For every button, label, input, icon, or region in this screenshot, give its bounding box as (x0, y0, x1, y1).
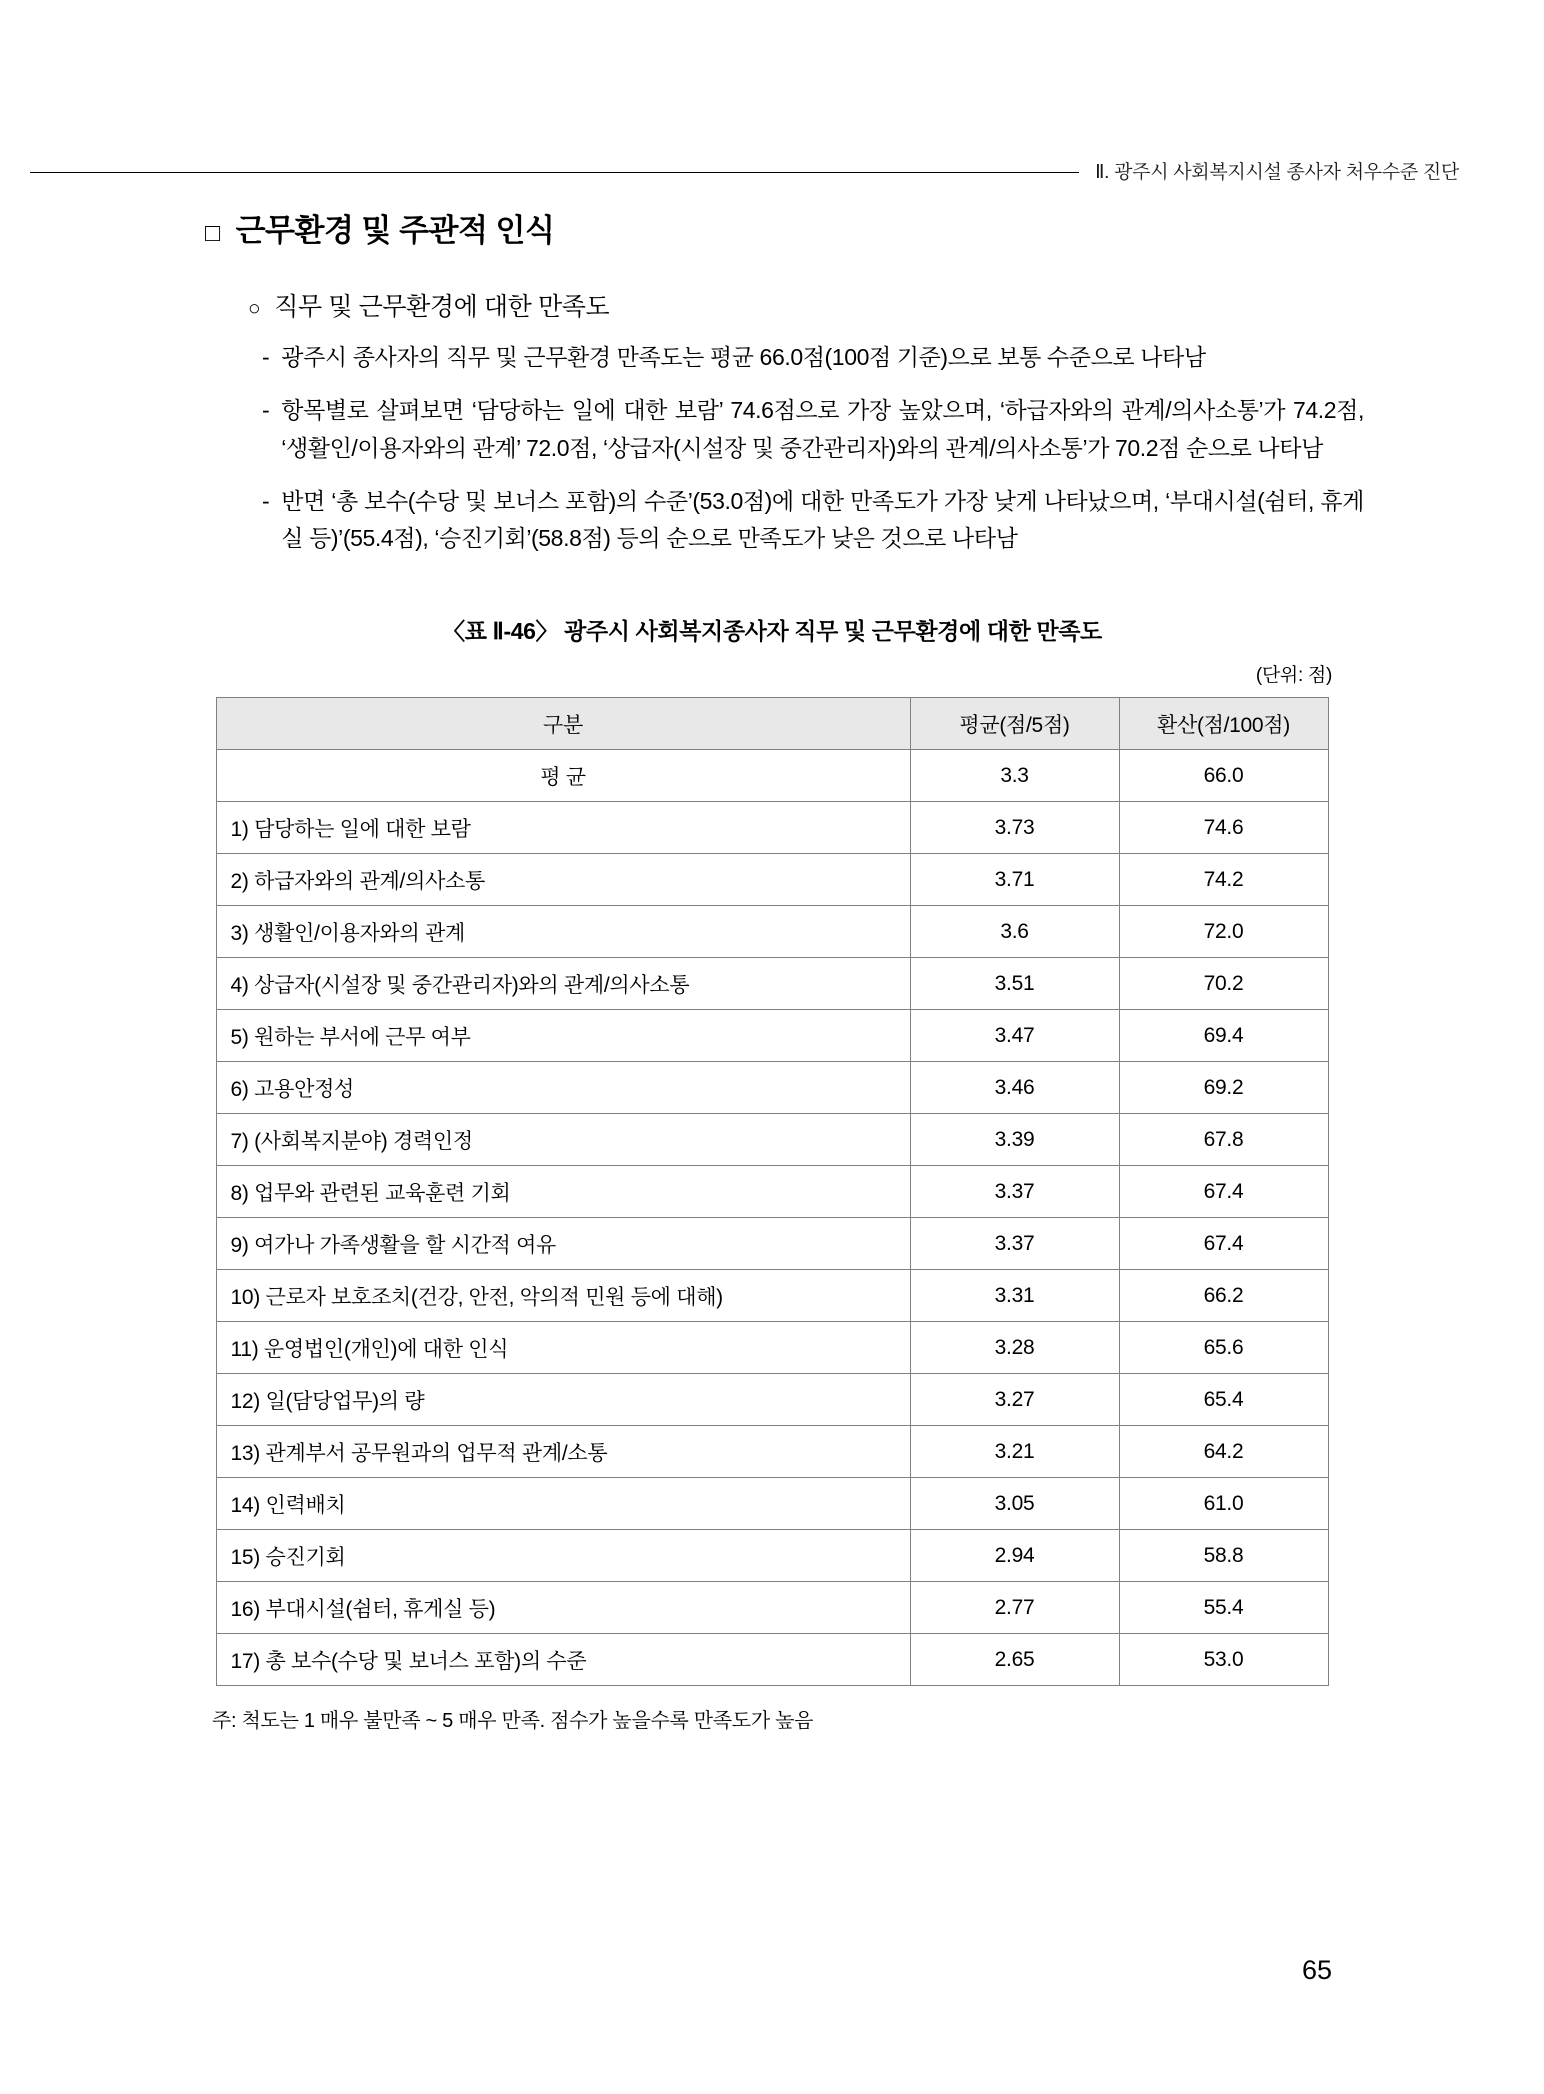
table-row (216, 1374, 1328, 1426)
cell-mean100: 65.6 (1119, 1322, 1328, 1374)
cell-mean100: 64.2 (1119, 1426, 1328, 1478)
cell-mean5: 3.73 (910, 802, 1119, 854)
body-paragraph (262, 392, 1364, 467)
cell-label: 8) 업무와 관련된 교육훈련 기회 (216, 1166, 910, 1218)
table-unit-label: (단위: 점) (1255, 665, 1332, 687)
dash-bullet-icon: - (262, 487, 270, 514)
cell-mean100: 67.4 (1119, 1218, 1328, 1270)
cell-mean5: 3.37 (910, 1166, 1119, 1218)
cell-mean100: 66.0 (1119, 750, 1328, 802)
body-paragraph (262, 483, 1364, 558)
table-row (216, 1166, 1328, 1218)
cell-mean100: 67.4 (1119, 1166, 1328, 1218)
table-body (216, 750, 1328, 1686)
cell-mean100: 65.4 (1119, 1374, 1328, 1426)
subsection-heading-text: 직무 및 근무환경에 대한 만족도 (274, 293, 610, 321)
body-paragraph-text: 반면 ‘총 보수(수당 및 보너스 포함)의 수준’(53.0점)에 대한 만족도가 가장 낮게 나타났으며, ‘부대시설(쉼터, 휴게실 등)’(55.4점), ‘승진기회’(58.8점) 등의 순으로 만족도가 낮은 것으로 나타남 (281, 487, 1364, 551)
cell-mean5: 2.77 (910, 1582, 1119, 1634)
dash-bullet-icon: - (262, 344, 270, 370)
table-row (216, 802, 1328, 854)
cell-label: 평 균 (216, 750, 910, 802)
dash-bullet-icon: - (262, 397, 270, 424)
column-header-category: 구분 (216, 698, 910, 750)
table-row (216, 1530, 1328, 1582)
table-caption: 〈표 Ⅱ-46〉 광주시 사회복지종사자 직무 및 근무환경에 대한 만족도 (442, 618, 1102, 645)
body-paragraph-text: 항목별로 살펴보면 ‘담당하는 일에 대한 보람’ 74.6점으로 가장 높았으며, ‘하급자와의 관계/의사소통’가 74.2점, ‘생활인/이용자와의 관계’ 72.0점, ‘상급자(시설장 및 중간관리자)와의 관계/의사소통’가 70.2점 순으로 나타남 (281, 397, 1364, 461)
cell-label: 17) 총 보수(수당 및 보너스 포함)의 수준 (216, 1634, 910, 1686)
table-row (216, 854, 1328, 906)
cell-mean100: 69.4 (1119, 1010, 1328, 1062)
body-paragraph (262, 339, 1364, 376)
cell-mean5: 3.27 (910, 1374, 1119, 1426)
cell-label: 14) 인력배치 (216, 1478, 910, 1530)
table-row (216, 1582, 1328, 1634)
cell-label: 15) 승진기회 (216, 1530, 910, 1582)
cell-label: 7) (사회복지분야) 경력인정 (216, 1114, 910, 1166)
cell-label: 12) 일(담당업무)의 량 (216, 1374, 910, 1426)
cell-mean5: 3.21 (910, 1426, 1119, 1478)
column-header-mean100: 환산(점/100점) (1119, 698, 1328, 750)
cell-label: 1) 담당하는 일에 대한 보람 (216, 802, 910, 854)
cell-label: 6) 고용안정성 (216, 1062, 910, 1114)
cell-mean100: 55.4 (1119, 1582, 1328, 1634)
cell-label: 16) 부대시설(쉼터, 휴게실 등) (216, 1582, 910, 1634)
section-heading (205, 205, 1544, 250)
table-row (216, 1062, 1328, 1114)
page-number: 65 (1301, 1955, 1332, 1985)
table-row (216, 1634, 1328, 1686)
cell-mean100: 70.2 (1119, 958, 1328, 1010)
cell-label: 13) 관계부서 공무원과의 업무적 관계/소통 (216, 1426, 910, 1478)
square-bullet-icon: □ (205, 219, 220, 247)
table-row (216, 906, 1328, 958)
table-note: 주: 척도는 1 매우 불만족 ~ 5 매우 만족. 점수가 높을수록 만족도가 높음 (212, 1710, 814, 1733)
cell-mean5: 3.05 (910, 1478, 1119, 1530)
cell-mean5: 3.28 (910, 1322, 1119, 1374)
cell-mean5: 2.94 (910, 1530, 1119, 1582)
cell-mean100: 69.2 (1119, 1062, 1328, 1114)
satisfaction-table (216, 697, 1329, 1686)
running-header-title: Ⅱ. 광주시 사회복지시설 종사자 처우수준 진단 (1095, 161, 1459, 183)
table-row (216, 1322, 1328, 1374)
cell-mean100: 61.0 (1119, 1478, 1328, 1530)
circle-bullet-icon: ○ (248, 297, 261, 320)
cell-mean5: 3.47 (910, 1010, 1119, 1062)
table-header-row (216, 698, 1328, 750)
table-row (216, 1010, 1328, 1062)
subsection-heading (248, 287, 1544, 323)
cell-mean5: 3.71 (910, 854, 1119, 906)
page-content (0, 205, 1544, 1733)
cell-mean5: 3.31 (910, 1270, 1119, 1322)
header-rule (30, 172, 1079, 173)
cell-label: 3) 생활인/이용자와의 관계 (216, 906, 910, 958)
cell-mean100: 53.0 (1119, 1634, 1328, 1686)
cell-mean5: 3.6 (910, 906, 1119, 958)
table-row (216, 1270, 1328, 1322)
table-row-average (216, 750, 1328, 802)
cell-mean100: 66.2 (1119, 1270, 1328, 1322)
cell-mean5: 2.65 (910, 1634, 1119, 1686)
cell-label: 9) 여가나 가족생활을 할 시간적 여유 (216, 1218, 910, 1270)
cell-label: 11) 운영법인(개인)에 대한 인식 (216, 1322, 910, 1374)
cell-label: 10) 근로자 보호조치(건강, 안전, 악의적 민원 등에 대해) (216, 1270, 910, 1322)
cell-mean5: 3.51 (910, 958, 1119, 1010)
cell-mean100: 58.8 (1119, 1530, 1328, 1582)
table-row (216, 958, 1328, 1010)
table-row (216, 1218, 1328, 1270)
cell-mean5: 3.3 (910, 750, 1119, 802)
cell-mean100: 72.0 (1119, 906, 1328, 958)
section-heading-text: 근무환경 및 주관적 인식 (235, 213, 555, 248)
cell-mean100: 74.6 (1119, 802, 1328, 854)
cell-mean5: 3.46 (910, 1062, 1119, 1114)
body-paragraph-text: 광주시 종사자의 직무 및 근무환경 만족도는 평균 66.0점(100점 기준)으로 보통 수준으로 나타남 (281, 344, 1206, 370)
cell-label: 5) 원하는 부서에 근무 여부 (216, 1010, 910, 1062)
cell-label: 4) 상급자(시설장 및 중간관리자)와의 관계/의사소통 (216, 958, 910, 1010)
table-row (216, 1478, 1328, 1530)
table-row (216, 1114, 1328, 1166)
cell-mean100: 74.2 (1119, 854, 1328, 906)
cell-mean5: 3.39 (910, 1114, 1119, 1166)
cell-label: 2) 하급자와의 관계/의사소통 (216, 854, 910, 906)
column-header-mean5: 평균(점/5점) (910, 698, 1119, 750)
cell-mean5: 3.37 (910, 1218, 1119, 1270)
cell-mean100: 67.8 (1119, 1114, 1328, 1166)
table-row (216, 1426, 1328, 1478)
running-header (0, 150, 1544, 190)
